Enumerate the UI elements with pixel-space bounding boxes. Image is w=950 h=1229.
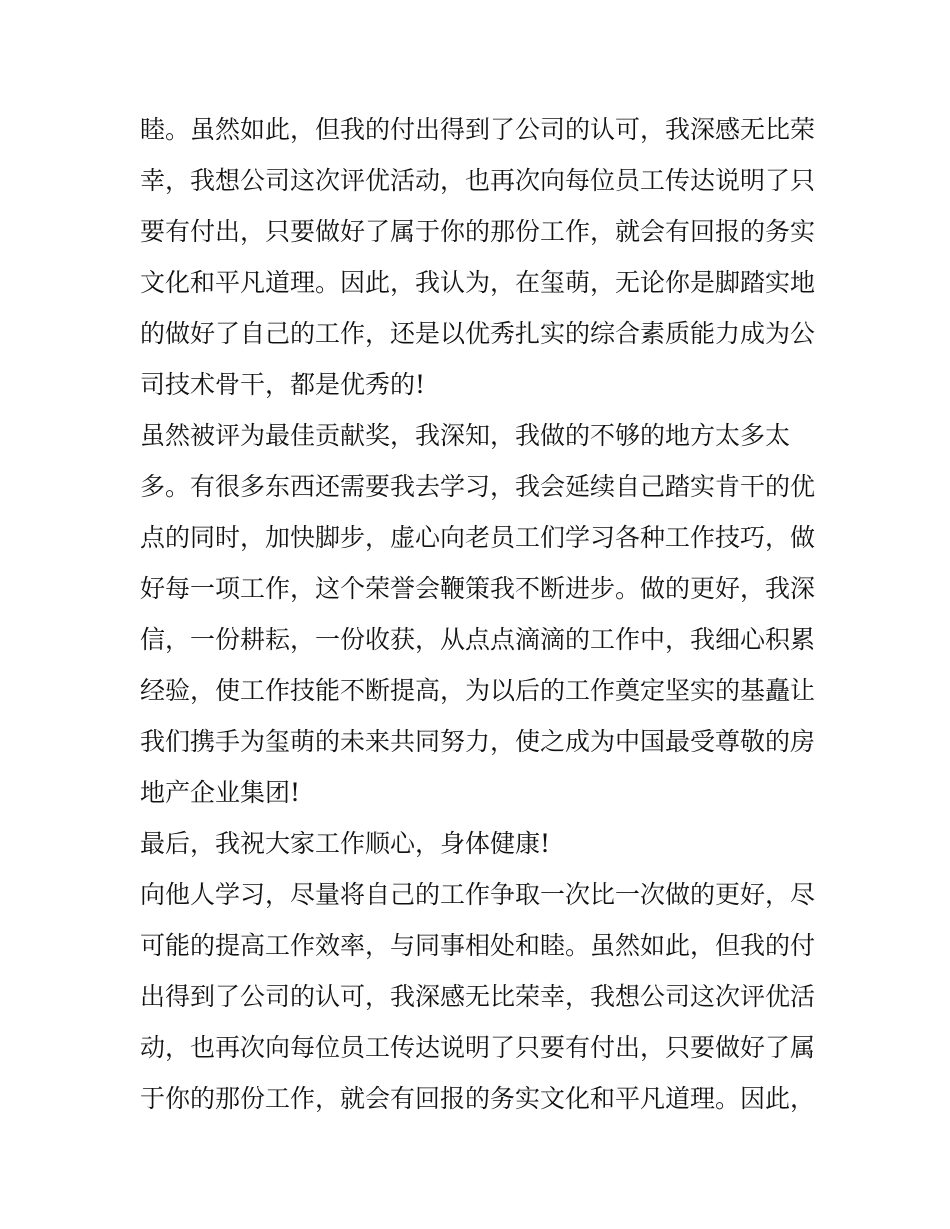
body-text: [140, 104, 820, 1124]
text-line: 要有付出，只要做好了属于你的那份工作，就会有回报的务实: [140, 217, 816, 246]
text-line: 信，一份耕耘，一份收获，从点点滴滴的工作中，我细心积累: [140, 625, 816, 654]
text-line: 幸，我想公司这次评优活动，也再次向每位员工传达说明了只: [140, 166, 816, 195]
text-line: 点的同时，加快脚步，虚心向老员工们学习各种工作技巧，做: [140, 523, 816, 552]
text-line: 司技术骨干，都是优秀的!: [140, 370, 426, 399]
text-line: 可能的提高工作效率，与同事相处和睦。虽然如此，但我的付: [140, 931, 816, 960]
text-line: 虽然被评为最佳贡献奖，我深知，我做的不够的地方太多太: [140, 421, 791, 450]
text-line: 多。有很多东西还需要我去学习，我会延续自己踏实肯干的优: [140, 472, 816, 501]
text-line: 我们携手为玺萌的未来共同努力，使之成为中国最受尊敬的房: [140, 727, 816, 756]
text-line: 经验，使工作技能不断提高，为以后的工作奠定坚实的基矗让: [140, 676, 816, 705]
text-line: 向他人学习，尽量将自己的工作争取一次比一次做的更好，尽: [140, 880, 816, 909]
text-line: 于你的那份工作，就会有回报的务实文化和平凡道理。因此，: [140, 1084, 816, 1113]
text-line: 最后，我祝大家工作顺心，身体健康!: [140, 829, 551, 858]
text-line: 的做好了自己的工作，还是以优秀扎实的综合素质能力成为公: [140, 319, 816, 348]
text-line: 睦。虽然如此，但我的付出得到了公司的认可，我深感无比荣: [140, 115, 816, 144]
text-line: 出得到了公司的认可，我深感无比荣幸，我想公司这次评优活: [140, 982, 816, 1011]
text-line: 动，也再次向每位员工传达说明了只要有付出，只要做好了属: [140, 1033, 816, 1062]
text-line: 好每一项工作，这个荣誉会鞭策我不断进步。做的更好，我深: [140, 574, 816, 603]
text-line: 文化和平凡道理。因此，我认为，在玺萌，无论你是脚踏实地: [140, 268, 816, 297]
text-line: 地产企业集团!: [140, 778, 301, 807]
